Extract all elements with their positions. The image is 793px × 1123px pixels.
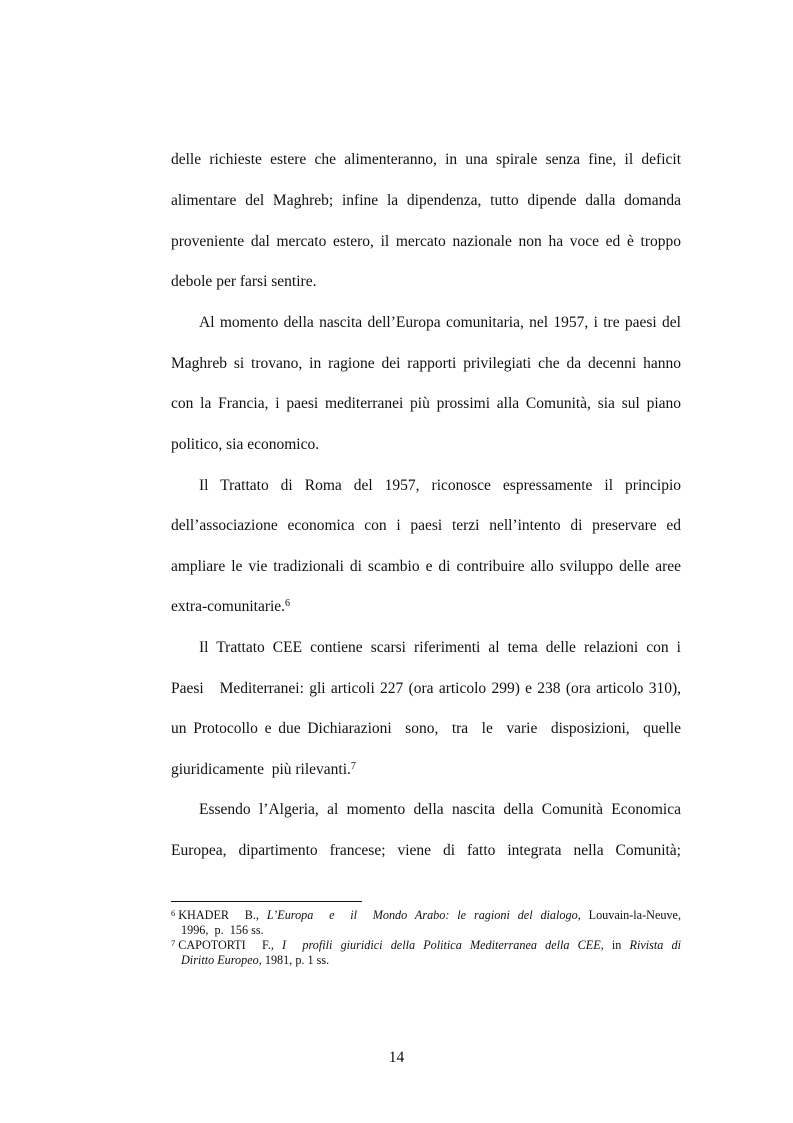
body-line: Maghreb si trovano, in ragione dei rapporti privilegiati che da decenni hanno — [171, 355, 681, 372]
body-line: Paesi Mediterranei: gli articoli 227 (ora articolo 299) e 238 (ora articolo 310), — [171, 680, 681, 697]
footnote-text: 1996, p. 156 ss. — [181, 923, 264, 937]
footnote-6 — [171, 908, 681, 922]
footnote-pages: 1981, p. 1 ss. — [264, 953, 330, 967]
body-line — [171, 760, 681, 780]
body-line: un Protocollo e due Dichiarazioni sono, tra le varie disposizioni, quelle — [171, 720, 681, 737]
paragraph-first-line: Al momento della nascita dell’Europa comunitaria, nel 1957, i tre paesi del — [199, 314, 681, 331]
footnote-journal: Rivista di — [629, 938, 681, 952]
footnote-place: Louvain-la-Neuve, — [588, 908, 682, 922]
body-line: delle richieste estere che alimenteranno, in una spirale senza fine, il deficit — [171, 151, 681, 168]
footnote-number: 7 — [171, 938, 176, 948]
footnote-title: I profili giuridici della Politica Mediterranea della CEE, — [282, 938, 604, 952]
body-line: Europea, dipartimento francese; viene di fatto integrata nella Comunità; — [171, 842, 681, 859]
footnote-reference[interactable]: 6 — [285, 598, 291, 609]
footnote-number: 6 — [171, 908, 176, 918]
footnote-title: L’Europa e il Mondo Arabo: le ragioni del dialogo, — [266, 908, 581, 922]
paragraph-first-line: Essendo l’Algeria, al momento della nascita della Comunità Economica — [199, 801, 681, 818]
footnote-author: KHADER B., — [178, 908, 259, 922]
footnote-author: CAPOTORTI F., — [178, 938, 274, 952]
body-line-text: giuridicamente più rilevanti. — [171, 761, 351, 778]
paragraph-first-line: Il Trattato CEE contiene scarsi riferimenti al tema delle relazioni con i — [199, 639, 681, 656]
paragraph-first-line: Il Trattato di Roma del 1957, riconosce espressamente il principio — [199, 477, 681, 494]
body-line — [171, 597, 681, 617]
body-line: dell’associazione economica con i paesi terzi nell’intento di preservare ed — [171, 517, 681, 534]
body-line: politico, sia economico. — [171, 436, 320, 453]
footnote-reference[interactable]: 7 — [350, 761, 356, 772]
body-line: alimentare del Maghreb; infine la dipendenza, tutto dipende dalla domanda — [171, 192, 681, 209]
body-line: debole per farsi sentire. — [171, 273, 317, 290]
body-line: ampliare le vie tradizionali di scambio e di contribuire allo sviluppo delle aree — [171, 558, 681, 575]
footnote-7 — [171, 938, 681, 952]
body-line: proveniente dal mercato estero, il mercato nazionale non ha voce ed è troppo — [171, 233, 681, 250]
body-line-text: extra-comunitarie. — [171, 598, 286, 615]
body-line: con la Francia, i paesi mediterranei più prossimi alla Comunità, sia sul piano — [171, 395, 681, 412]
footnote-in-label: in — [611, 938, 622, 952]
footnote-separator — [171, 901, 362, 902]
footnote-journal-cont: Diritto Europeo, — [181, 953, 262, 967]
footnote-text — [181, 953, 329, 967]
page-number: 14 — [388, 1049, 405, 1066]
